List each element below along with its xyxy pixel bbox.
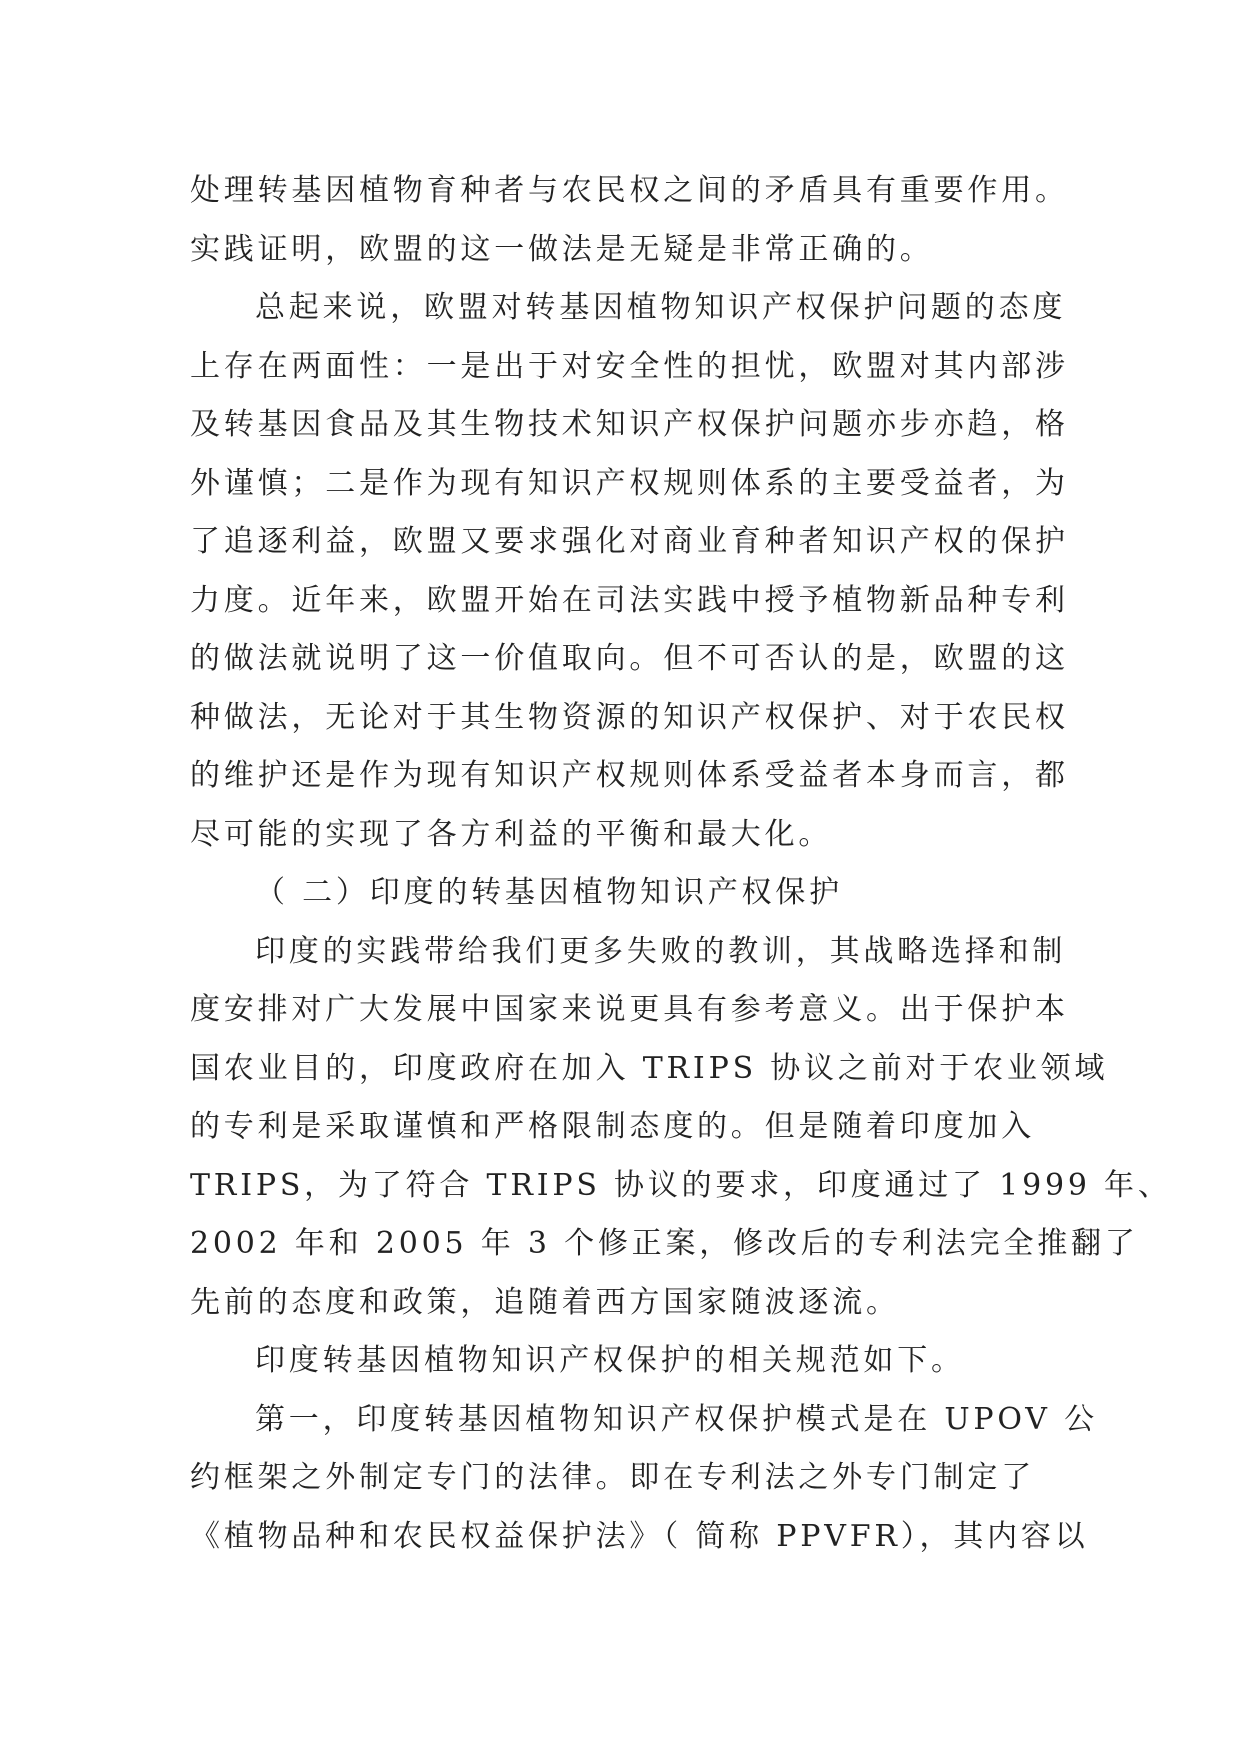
text-line: 国农业目的，印度政府在加入 TRIPS 协议之前对于农业领域 — [190, 1050, 1109, 1086]
text-line: 的专利是采取谨慎和严格限制态度的。但是随着印度加入 — [190, 1109, 1035, 1144]
text-line: 上存在两面性：一是出于对安全性的担忧，欧盟对其内部涉 — [190, 348, 1069, 384]
paragraph-start-line: 印度的实践带给我们更多失败的教训，其战略选择和制 — [255, 933, 1067, 969]
body-text — [190, 162, 1172, 1566]
text-line: 的维护还是作为现有知识产权规则体系受益者本身而言，都 — [190, 758, 1069, 793]
text-line: 的做法就说明了这一价值取向。但不可否认的是，欧盟的这 — [190, 641, 1069, 676]
paragraph-start-line: 印度转基因植物知识产权保护的相关规范如下。 — [255, 1343, 965, 1378]
text-line: 种做法，无论对于其生物资源的知识产权保护、对于农民权 — [190, 699, 1069, 735]
text-line: 先前的态度和政策，追随着西方国家随波逐流。 — [190, 1284, 900, 1320]
text-line: 外谨慎；二是作为现有知识产权规则体系的主要受益者，为 — [190, 465, 1069, 501]
text-line: TRIPS，为了符合 TRIPS 协议的要求，印度通过了 1999 年、 — [190, 1167, 1172, 1203]
text-line: 及转基因食品及其生物技术知识产权保护问题亦步亦趋，格 — [190, 407, 1069, 442]
section-heading: （ 二）印度的转基因植物知识产权保护 — [255, 875, 843, 910]
paragraph-start-line: 第一，印度转基因植物知识产权保护模式是在 UPOV 公 — [255, 1401, 1098, 1437]
text-line: 了追逐利益，欧盟又要求强化对商业育种者知识产权的保护 — [190, 524, 1069, 559]
text-line: 2002 年和 2005 年 3 个修正案，修改后的专利法完全推翻了 — [190, 1226, 1139, 1261]
text-line: 约框架之外制定专门的法律。即在专利法之外专门制定了 — [190, 1460, 1035, 1495]
text-line: 尽可能的实现了各方利益的平衡和最大化。 — [190, 816, 833, 852]
text-line: 《植物品种和农民权益保护法》（ 简称 PPVFR），其内容以 — [190, 1518, 1089, 1554]
text-line: 处理转基因植物育种者与农民权之间的矛盾具有重要作用。 — [190, 173, 1069, 208]
text-line: 实践证明，欧盟的这一做法是无疑是非常正确的。 — [190, 231, 934, 267]
text-line: 度安排对广大发展中国家来说更具有参考意义。出于保护本 — [190, 992, 1069, 1027]
paragraph-start-line: 总起来说，欧盟对转基因植物知识产权保护问题的态度 — [255, 290, 1067, 325]
text-line: 力度。近年来，欧盟开始在司法实践中授予植物新品种专利 — [190, 582, 1069, 618]
